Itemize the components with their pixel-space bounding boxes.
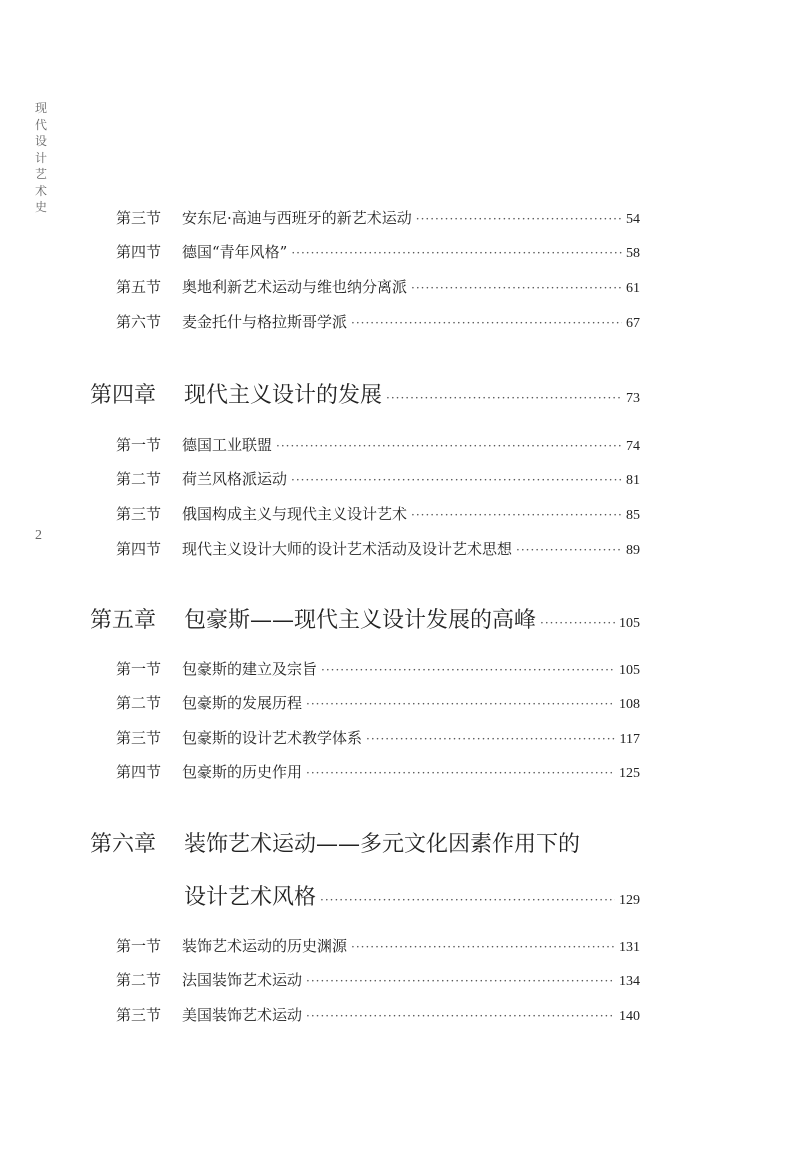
toc-section-4-4[interactable] <box>116 538 640 564</box>
page-ref: 61 <box>626 281 640 296</box>
page-ref: 54 <box>626 212 640 227</box>
leader-dots <box>411 281 622 295</box>
toc-section-4-3[interactable] <box>116 503 640 529</box>
section-title: 安东尼·高迪与西班牙的新艺术运动 <box>182 209 412 227</box>
toc-section-3-4[interactable] <box>116 241 640 267</box>
section-number: 第一节 <box>116 937 162 955</box>
toc-chapter-5[interactable] <box>90 603 640 639</box>
page-number: 2 <box>35 528 42 543</box>
page-ref: 134 <box>619 974 640 989</box>
section-number: 第三节 <box>116 729 162 747</box>
toc-chapter-6-line2[interactable] <box>184 880 640 916</box>
leader-dots <box>291 246 622 260</box>
leader-dots <box>306 974 615 988</box>
toc-chapter-4[interactable] <box>90 378 640 414</box>
section-title: 德国“青年风格” <box>182 243 288 261</box>
chapter-number: 第六章 <box>90 832 157 857</box>
page-ref: 105 <box>619 663 640 678</box>
chapter-title-continued: 设计艺术风格 <box>184 885 317 910</box>
leader-dots <box>320 893 615 907</box>
section-number: 第二节 <box>116 470 162 488</box>
leader-dots <box>291 473 622 487</box>
page-ref: 85 <box>626 508 640 523</box>
toc-section-5-4[interactable] <box>116 761 640 787</box>
section-number: 第四节 <box>116 540 162 558</box>
section-title: 装饰艺术运动的历史渊源 <box>182 937 348 955</box>
section-number: 第二节 <box>116 971 162 989</box>
page-ref: 117 <box>619 732 640 747</box>
page-ref: 74 <box>626 439 640 454</box>
section-title: 包豪斯的发展历程 <box>182 694 303 712</box>
running-head: 现代设计艺术史 <box>34 101 47 214</box>
toc-section-5-1[interactable] <box>116 658 640 684</box>
chapter-title: 现代主义设计的发展 <box>184 383 383 408</box>
section-title: 荷兰风格派运动 <box>182 470 288 488</box>
chapter-title: 包豪斯——现代主义设计发展的高峰 <box>184 608 537 633</box>
toc-section-3-3[interactable] <box>116 207 640 233</box>
page-ref: 105 <box>619 616 640 631</box>
leader-dots <box>306 766 615 780</box>
page-ref: 108 <box>619 697 640 712</box>
toc-chapter-6[interactable] <box>90 827 640 863</box>
leader-dots <box>306 1009 615 1023</box>
chapter-number: 第四章 <box>90 383 157 408</box>
toc-section-5-3[interactable] <box>116 727 640 753</box>
toc-section-3-5[interactable] <box>116 276 640 302</box>
section-number: 第三节 <box>116 1006 162 1024</box>
page-ref: 58 <box>626 246 640 261</box>
section-number: 第四节 <box>116 243 162 261</box>
section-number: 第五节 <box>116 278 162 296</box>
section-number: 第一节 <box>116 436 162 454</box>
page-ref: 81 <box>626 473 640 488</box>
leader-dots <box>411 508 622 522</box>
leader-dots <box>321 663 615 677</box>
toc-section-4-2[interactable] <box>116 468 640 494</box>
toc-section-6-2[interactable] <box>116 969 640 995</box>
section-number: 第三节 <box>116 505 162 523</box>
page-ref: 73 <box>626 391 640 406</box>
toc-section-6-1[interactable] <box>116 935 640 961</box>
toc-section-3-6[interactable] <box>116 311 640 337</box>
leader-dots <box>540 616 615 630</box>
leader-dots <box>306 697 615 711</box>
leader-dots <box>351 940 615 954</box>
page-ref: 67 <box>626 316 640 331</box>
chapter-title: 装饰艺术运动——多元文化因素作用下的 <box>184 832 581 857</box>
section-number: 第四节 <box>116 763 162 781</box>
section-number: 第一节 <box>116 660 162 678</box>
section-title: 奥地利新艺术运动与维也纳分离派 <box>182 278 408 296</box>
leader-dots <box>416 212 622 226</box>
section-title: 美国装饰艺术运动 <box>182 1006 303 1024</box>
leader-dots <box>366 732 616 746</box>
page-ref: 89 <box>626 543 640 558</box>
section-title: 德国工业联盟 <box>182 436 273 454</box>
page-ref: 140 <box>619 1009 640 1024</box>
toc-section-6-3[interactable] <box>116 1004 640 1030</box>
page-ref: 125 <box>619 766 640 781</box>
leader-dots <box>276 439 622 453</box>
section-title: 现代主义设计大师的设计艺术活动及设计艺术思想 <box>182 540 513 558</box>
chapter-number: 第五章 <box>90 608 157 633</box>
section-number: 第三节 <box>116 209 162 227</box>
toc-section-4-1[interactable] <box>116 434 640 460</box>
leader-dots <box>516 543 622 557</box>
section-title: 包豪斯的历史作用 <box>182 763 303 781</box>
toc-section-5-2[interactable] <box>116 692 640 718</box>
section-title: 包豪斯的建立及宗旨 <box>182 660 318 678</box>
section-title: 俄国构成主义与现代主义设计艺术 <box>182 505 408 523</box>
leader-dots <box>351 316 622 330</box>
section-title: 麦金托什与格拉斯哥学派 <box>182 313 348 331</box>
page-ref: 129 <box>619 893 640 908</box>
section-number: 第二节 <box>116 694 162 712</box>
section-title: 包豪斯的设计艺术教学体系 <box>182 729 363 747</box>
section-title: 法国装饰艺术运动 <box>182 971 303 989</box>
page-ref: 131 <box>619 940 640 955</box>
section-number: 第六节 <box>116 313 162 331</box>
leader-dots <box>386 391 622 405</box>
